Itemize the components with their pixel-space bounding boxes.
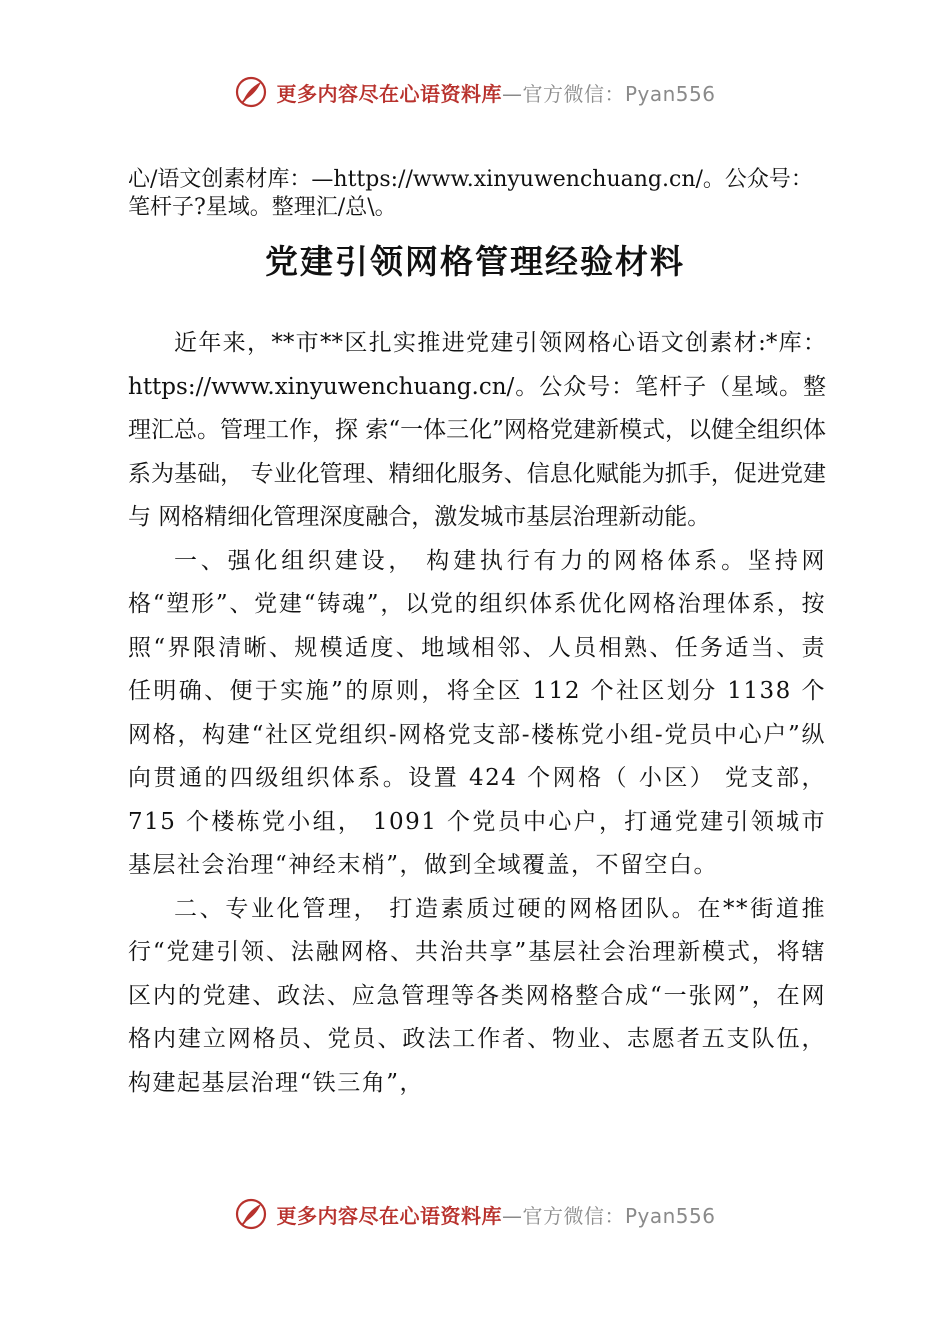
- banner-wechat-text: 官方微信：Pyan556: [522, 1203, 716, 1228]
- paragraph-section-two: 二、专业化管理， 打造素质过硬的网格团队。在**街道推行“党建引领、法融网格、共治共享”基层社会治理新模式，将辖区内的党建、政法、应急管理等各类网格整合成“一张网”，在网格内建立网格员、党员、政法工作者、物业、志愿者五支队伍，构建起基层治理“铁三角”，: [128, 895, 826, 1096]
- banner-text: [276, 78, 715, 107]
- banner-dash: —: [501, 81, 523, 106]
- banner-main-text: 更多内容尽在心语资料库: [276, 1203, 502, 1228]
- top-banner: [0, 72, 950, 112]
- document-body: [128, 322, 826, 1105]
- document-title: 党建引领网格管理经验材料: [265, 242, 685, 281]
- banner-text: [276, 1200, 715, 1229]
- quill-pen-logo-icon: [234, 1197, 268, 1231]
- paragraph-section-one: 一、强化组织建设， 构建执行有力的网格体系。坚持网格“塑形”、党建“铸魂”，以党的组织体系优化网格治理体系，按照“界限清晰、规模适度、地域相邻、人员相熟、任务适当、责任明确、便于实施”的原则，将全区 112 个社区划分 1138 个网格，构建“社区党组织-网格党支部-楼栋党小组-党员中心户”纵向贯通的四级组织体系。设置 424 个网格（ 小区） 党支部， 715 个楼栋党小组， 1091 个党员中心户，打通党建引领城市基层社会治理“神经末梢”，做到全域覆盖，不留空白。: [128, 547, 826, 878]
- quill-pen-logo-icon: [234, 75, 268, 109]
- banner-wechat-text: 官方微信：Pyan556: [522, 81, 716, 106]
- header-note: 心/语文创素材库：—https://www.xinyuwenchuang.cn/。公众号：笔杆子?星域。整理汇/总\。: [128, 167, 813, 220]
- bottom-banner: [0, 1194, 950, 1234]
- banner-dash: —: [501, 1203, 523, 1228]
- banner-main-text: 更多内容尽在心语资料库: [276, 81, 502, 106]
- paragraph-intro: 近年来，**市**区扎实推进党建引领网格心语文创素材:*库：https://www.xinyuwenchuang.cn/。公众号：笔杆子（星域。整理汇总。管理工作，探 索“一体三化”网格党建新模式，以健全组织体系为基础， 专业化管理、精细化服务、信息化赋能为抓手，促进党建与 网格精细化管理深度融合，激发城市基层治理新动能。: [128, 330, 826, 530]
